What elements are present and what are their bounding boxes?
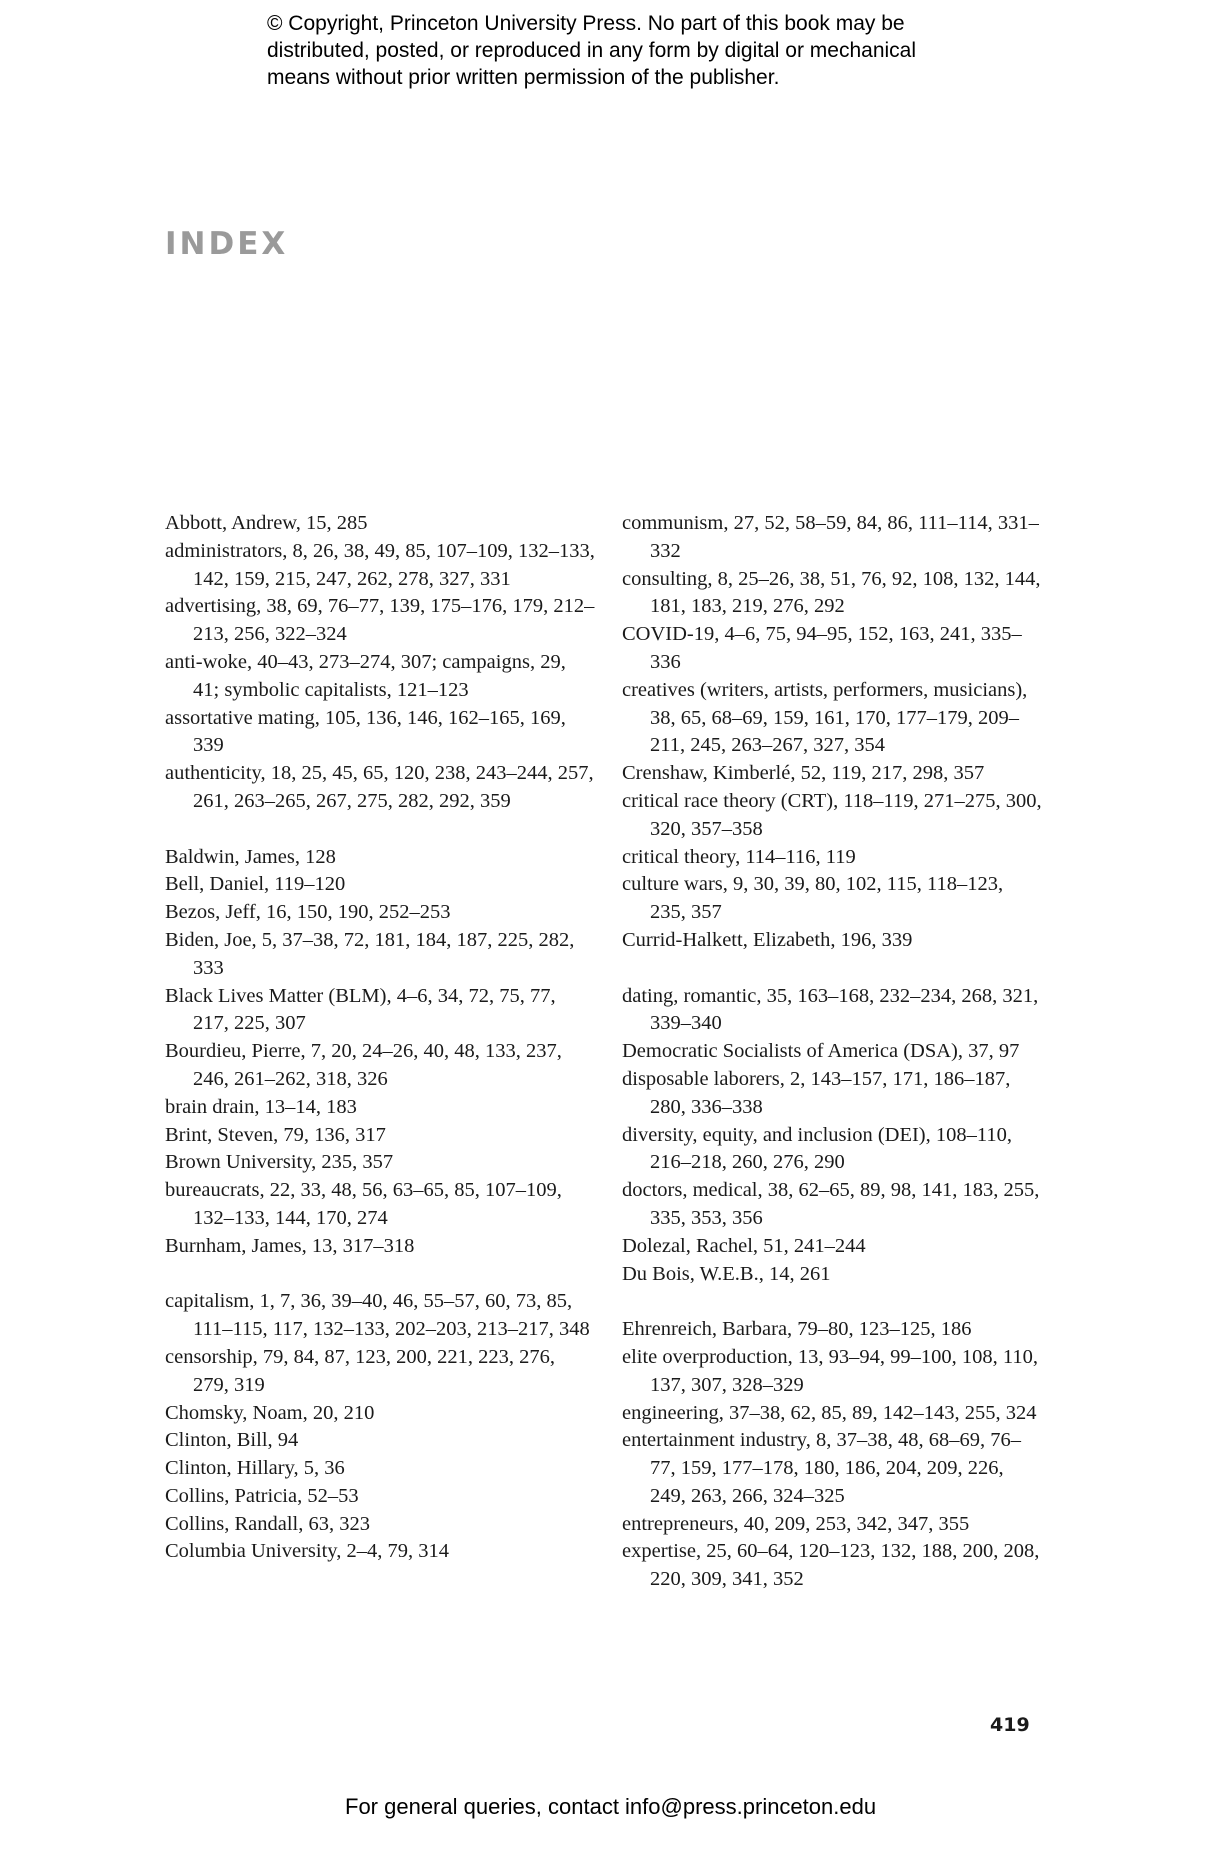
index-entry: entrepreneurs, 40, 209, 253, 342, 347, 355 — [622, 1512, 970, 1535]
index-entry: Crenshaw, Kimberlé, 52, 119, 217, 298, 357 — [622, 762, 985, 785]
index-entry: culture wars, 9, 30, 39, 80, 102, 115, 118–123, 235, 357 — [622, 873, 1004, 924]
index-entry: diversity, equity, and inclusion (DEI), 108–110, 216–218, 260, 276, 290 — [622, 1123, 1013, 1174]
index-entry: Democratic Socialists of America (DSA), 37, 97 — [622, 1040, 1020, 1063]
copyright-line: means without prior written permission of the publisher. — [267, 66, 780, 89]
index-entry: Collins, Randall, 63, 323 — [165, 1512, 370, 1535]
index-entry: Bezos, Jeff, 16, 150, 190, 252–253 — [165, 901, 451, 924]
index-entry: elite overproduction, 13, 93–94, 99–100, 108, 110, 137, 307, 328–329 — [622, 1345, 1039, 1396]
copyright-notice — [267, 10, 1027, 91]
index-entry: Brown University, 235, 357 — [165, 1151, 394, 1174]
letter-group-gap — [165, 816, 595, 844]
footer-contact: For general queries, contact info@press.princeton.edu — [345, 1794, 877, 1819]
index-entry: anti-woke, 40–43, 273–274, 307; campaigns, 29, 41; symbolic capitalists, 121–123 — [165, 650, 566, 701]
page-number: 419 — [990, 1714, 1030, 1736]
index-entry: communism, 27, 52, 58–59, 84, 86, 111–114, 331–332 — [622, 512, 1039, 562]
index-entry: doctors, medical, 38, 62–65, 89, 98, 141, 183, 255, 335, 353, 356 — [622, 1179, 1040, 1229]
index-entry: Baldwin, James, 128 — [165, 845, 336, 868]
index-entry: Biden, Joe, 5, 37–38, 72, 181, 184, 187, 225, 282, 333 — [165, 928, 575, 979]
index-entry: administrators, 8, 26, 38, 49, 85, 107–109, 132–133, 142, 159, 215, 247, 262, 278, 327, 331 — [165, 539, 595, 590]
index-entry: censorship, 79, 84, 87, 123, 200, 221, 223, 276, 279, 319 — [165, 1345, 556, 1396]
index-entry: Bell, Daniel, 119–120 — [165, 873, 346, 896]
index-entry: authenticity, 18, 25, 45, 65, 120, 238, 243–244, 257, 261, 263–265, 267, 275, 282, 292, 359 — [165, 762, 594, 812]
index-entry: Dolezal, Rachel, 51, 241–244 — [622, 1234, 866, 1257]
index-entry: Collins, Patricia, 52–53 — [165, 1484, 359, 1507]
index-entry: Bourdieu, Pierre, 7, 20, 24–26, 40, 48, 133, 237, 246, 261–262, 318, 326 — [165, 1040, 562, 1090]
index-entry: COVID-19, 4–6, 75, 94–95, 152, 163, 241, 335–336 — [622, 623, 1022, 673]
index-entry: Currid-Halkett, Elizabeth, 196, 339 — [622, 928, 913, 951]
index-entry: assortative mating, 105, 136, 146, 162–165, 169, 339 — [165, 706, 566, 757]
index-entry: brain drain, 13–14, 183 — [165, 1095, 357, 1118]
index-entry: Black Lives Matter (BLM), 4–6, 34, 72, 75, 77, 217, 225, 307 — [165, 984, 556, 1035]
index-entry: disposable laborers, 2, 143–157, 171, 186–187, 280, 336–338 — [622, 1067, 1011, 1118]
index-entry: critical race theory (CRT), 118–119, 271–275, 300, 320, 357–358 — [622, 789, 1042, 840]
copyright-line: distributed, posted, or reproduced in any form by digital or mechanical — [267, 39, 917, 62]
index-title: INDEX — [165, 226, 289, 262]
index-column-right — [622, 510, 1042, 1594]
index-entry: consulting, 8, 25–26, 38, 51, 76, 92, 108, 132, 144, 181, 183, 219, 276, 292 — [622, 567, 1041, 618]
index-entry: Chomsky, Noam, 20, 210 — [165, 1401, 375, 1424]
letter-group-gap — [165, 1261, 595, 1289]
index-entry: Burnham, James, 13, 317–318 — [165, 1234, 415, 1257]
index-entry: Columbia University, 2–4, 79, 314 — [165, 1540, 449, 1563]
index-entry: Brint, Steven, 79, 136, 317 — [165, 1123, 386, 1146]
index-entry: Ehrenreich, Barbara, 79–80, 123–125, 186 — [622, 1318, 972, 1341]
index-entry: Clinton, Hillary, 5, 36 — [165, 1457, 345, 1480]
index-entry: engineering, 37–38, 62, 85, 89, 142–143, 255, 324 — [622, 1401, 1037, 1424]
index-entry: bureaucrats, 22, 33, 48, 56, 63–65, 85, 107–109, 132–133, 144, 170, 274 — [165, 1179, 562, 1229]
index-entry: expertise, 25, 60–64, 120–123, 132, 188, 200, 208, 220, 309, 341, 352 — [622, 1540, 1040, 1591]
index-entry: entertainment industry, 8, 37–38, 48, 68–69, 76–77, 159, 177–178, 180, 186, 204, 209, 226, 249, 263, 266, 324–325 — [622, 1429, 1021, 1507]
index-entry: creatives (writers, artists, performers, musicians), 38, 65, 68–69, 159, 161, 170, 177–179, 209–211, 245, 263–267, 327, 354 — [622, 678, 1028, 757]
copyright-line: © Copyright, Princeton University Press. No part of this book may be — [267, 12, 905, 35]
index-entry: Abbott, Andrew, 15, 285 — [165, 512, 368, 534]
index-column-left — [165, 510, 595, 1566]
index-entry: Clinton, Bill, 94 — [165, 1429, 299, 1452]
letter-group-gap — [622, 1288, 1042, 1316]
index-entry: advertising, 38, 69, 76–77, 139, 175–176, 179, 212–213, 256, 322–324 — [165, 595, 595, 646]
index-entry: capitalism, 1, 7, 36, 39–40, 46, 55–57, 60, 73, 85, 111–115, 117, 132–133, 202–203, 213–217, 348 — [165, 1290, 590, 1341]
index-entry: critical theory, 114–116, 119 — [622, 845, 856, 868]
index-entry: dating, romantic, 35, 163–168, 232–234, 268, 321, 339–340 — [622, 984, 1039, 1035]
index-entry: Du Bois, W.E.B., 14, 261 — [622, 1262, 831, 1285]
letter-group-gap — [622, 955, 1042, 983]
